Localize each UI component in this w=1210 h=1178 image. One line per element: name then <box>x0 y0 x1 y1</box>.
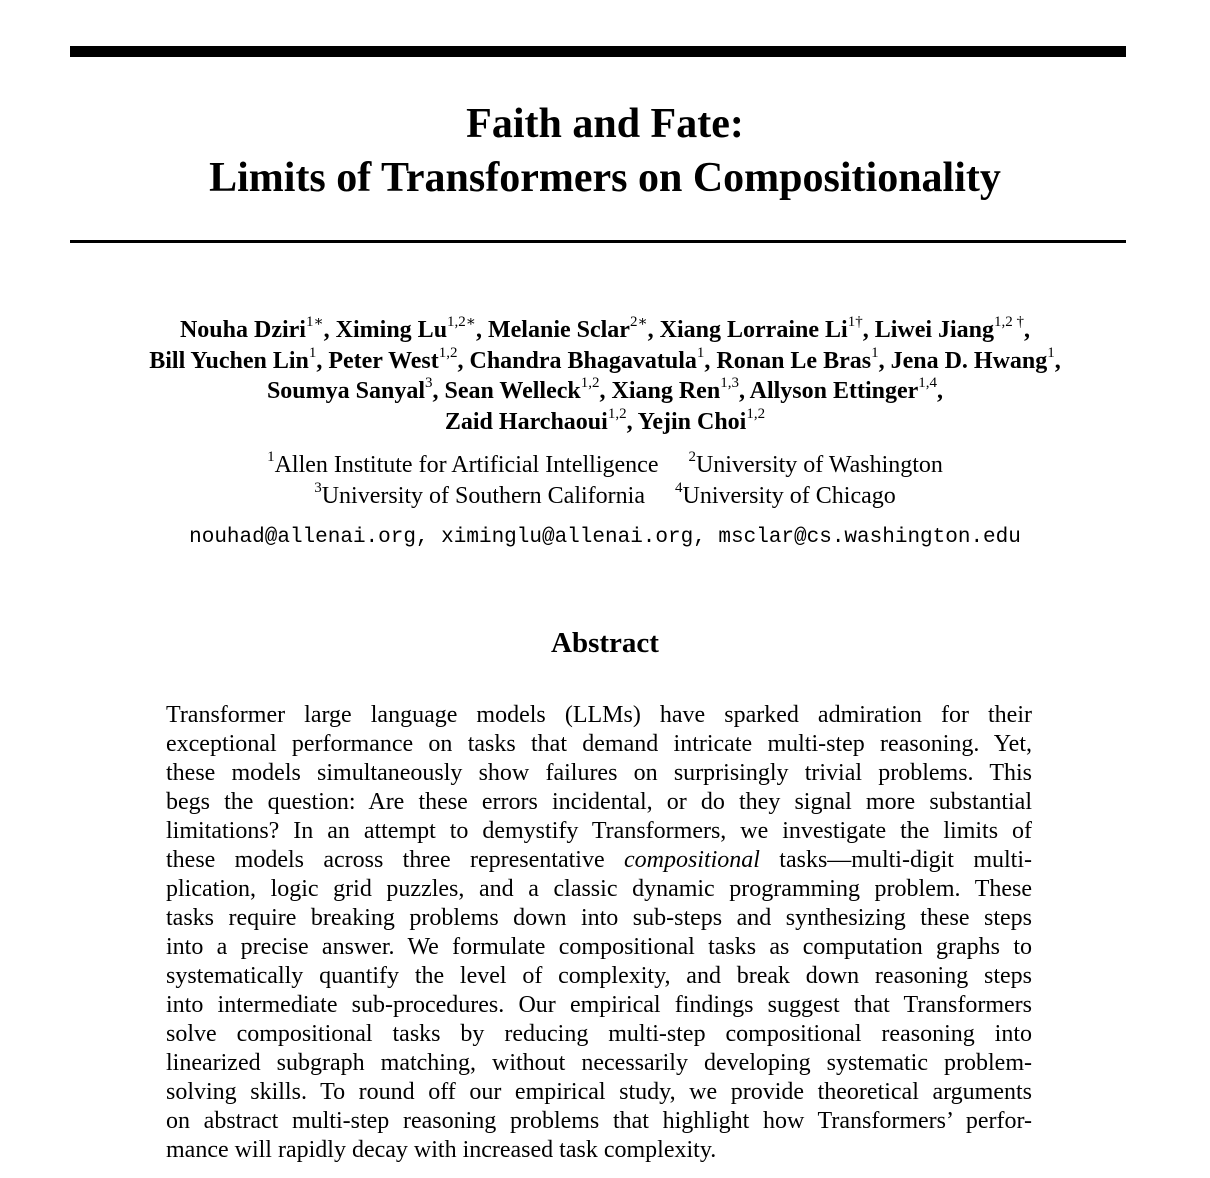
author <box>659 314 863 343</box>
author-name: Peter West <box>328 347 439 374</box>
affiliation-list <box>0 450 1210 512</box>
author-name: Melanie Sclar <box>488 317 630 343</box>
abstract-line: tasks require breaking problems down into sub-steps and synthesizing these steps <box>166 905 1032 931</box>
author-separator: , <box>599 378 612 404</box>
title-line-2: Limits of Transformers on Compositionality <box>209 155 1001 201</box>
author-line <box>0 315 1210 346</box>
abstract-emphasis: compositional <box>623 847 760 873</box>
author-name: Ronan Le Bras <box>716 347 872 374</box>
author <box>469 344 705 374</box>
abstract-heading: Abstract <box>551 627 659 659</box>
author-name: Jena D. Hwang <box>890 347 1048 374</box>
title-bottom-rule <box>70 240 1126 243</box>
author-line <box>0 346 1210 377</box>
author <box>444 375 600 404</box>
author-separator: , <box>647 317 660 343</box>
author-affiliation-mark: 1 <box>696 344 705 361</box>
author <box>266 375 433 404</box>
author <box>444 405 627 435</box>
abstract-line: on abstract multi-step reasoning problems that highlight how Transformers’ perfor- <box>166 1108 1032 1134</box>
author-affiliation-mark: 3 <box>425 375 433 391</box>
abstract-line: begs the question: Are these errors incidental, or do they signal more substantial <box>166 789 1032 815</box>
author <box>749 375 938 404</box>
author <box>328 344 458 374</box>
author-name: Yejin Choi <box>637 408 747 435</box>
author-name: Sean Welleck <box>444 378 581 404</box>
author <box>179 314 324 343</box>
author-affiliation-mark: 1,2∗ <box>447 314 476 330</box>
author-affiliation-mark: 1,2 <box>746 405 766 422</box>
abstract-line: exceptional performance on tasks that demand intricate multi-step reasoning. Yet, <box>166 731 1032 757</box>
author-separator: , <box>1024 317 1031 343</box>
affiliation-name: University of Washington <box>695 452 943 478</box>
affiliation-number: 1 <box>267 449 275 465</box>
affiliation-line <box>0 481 1210 512</box>
author-separator: , <box>626 408 638 435</box>
author-name: Ximing Lu <box>335 317 448 343</box>
paper-title <box>0 97 1210 205</box>
author-separator: , <box>738 378 750 404</box>
author-affiliation-mark: 1,4 <box>918 375 938 391</box>
top-rule <box>70 46 1126 57</box>
author-name: Zaid Harchaoui <box>444 408 608 435</box>
affiliation-number: 3 <box>314 480 322 496</box>
author-name: Liwei Jiang <box>874 317 995 343</box>
abstract-line: linearized subgraph matching, without necessarily developing systematic problem- <box>166 1050 1032 1076</box>
author-separator: , <box>457 347 470 374</box>
abstract-line: solving skills. To round off our empirical study, we provide theoretical arguments <box>166 1079 1032 1105</box>
abstract-line: these models across three representative compositional tasks—multi-digit multi- <box>166 847 1032 873</box>
abstract-line: into intermediate sub-procedures. Our empirical findings suggest that Transformers <box>166 992 1032 1018</box>
affiliation-name: Allen Institute for Artificial Intelligence <box>274 452 659 478</box>
author-name: Xiang Lorraine Li <box>659 317 848 343</box>
author-name: Soumya Sanyal <box>266 378 426 404</box>
abstract-body <box>166 701 1032 1165</box>
abstract-line: these models simultaneously show failures on surprisingly trivial problems. This <box>166 760 1032 786</box>
author-name: Chandra Bhagavatula <box>469 347 697 374</box>
author-affiliation-mark: 1 <box>1047 344 1055 361</box>
author-separator: , <box>862 317 875 343</box>
author-affiliation-mark: 1,2 <box>580 375 600 391</box>
author-separator: , <box>1054 347 1061 374</box>
author-affiliation-mark: 2∗ <box>629 314 648 330</box>
author-affiliation-mark: 1,2 † <box>994 314 1025 330</box>
abstract-line: Transformer large language models (LLMs) have sparked admiration for their <box>166 702 1032 728</box>
author <box>488 314 648 343</box>
author-affiliation-mark: 1∗ <box>305 314 324 330</box>
author-affiliation-mark: 1 <box>308 344 317 361</box>
author-separator: , <box>432 378 445 404</box>
abstract-line: mance will rapidly decay with increased task complexity. <box>166 1137 717 1163</box>
affiliation-number: 4 <box>674 480 683 496</box>
affiliation <box>688 449 943 478</box>
abstract-line: plication, logic grid puzzles, and a classic dynamic programming problem. These <box>166 876 1032 902</box>
abstract-line: into a precise answer. We formulate compositional tasks as computation graphs to <box>166 934 1032 960</box>
author-separator: , <box>476 317 488 343</box>
author-name: Allyson Ettinger <box>749 378 919 404</box>
author-separator: , <box>937 378 944 404</box>
author-affiliation-mark: 1† <box>847 314 863 330</box>
author-separator: , <box>704 347 717 374</box>
author-list <box>0 315 1210 437</box>
affiliation <box>314 480 645 509</box>
affiliation-line <box>0 450 1210 481</box>
abstract-line: solve compositional tasks by reducing multi-step compositional reasoning into <box>166 1021 1032 1047</box>
author-name: Xiang Ren <box>611 378 721 404</box>
author-separator: , <box>316 347 329 374</box>
author <box>149 344 317 374</box>
author-affiliation-mark: 1 <box>871 344 879 361</box>
author-name: Nouha Dziri <box>179 317 306 343</box>
abstract-line: systematically quantify the level of complexity, and break down reasoning steps <box>166 963 1032 989</box>
author-affiliation-mark: 1,2 <box>438 344 458 361</box>
affiliation-number: 2 <box>688 449 696 465</box>
author-separator: , <box>878 347 891 374</box>
affiliation <box>267 449 659 478</box>
author <box>637 405 766 435</box>
author <box>716 344 879 374</box>
affiliation <box>674 480 896 509</box>
contact-emails: nouhad@allenai.org, ximinglu@allenai.org, msclar@cs.washington.edu <box>189 526 1021 549</box>
affiliation-name: University of Southern California <box>321 483 645 509</box>
abstract-line: limitations? In an attempt to demystify Transformers, we investigate the limits of <box>166 818 1032 844</box>
author-separator: , <box>323 317 336 343</box>
author-line <box>0 376 1210 407</box>
author-affiliation-mark: 1,2 <box>607 405 627 422</box>
author-affiliation-mark: 1,3 <box>720 375 739 391</box>
affiliation-name: University of Chicago <box>682 483 896 509</box>
author-name: Bill Yuchen Lin <box>149 347 309 374</box>
author <box>890 344 1055 374</box>
title-line-1: Faith and Fate: <box>466 101 744 147</box>
author <box>874 314 1025 343</box>
author-line <box>0 407 1210 438</box>
author <box>611 375 739 404</box>
author <box>335 314 476 343</box>
